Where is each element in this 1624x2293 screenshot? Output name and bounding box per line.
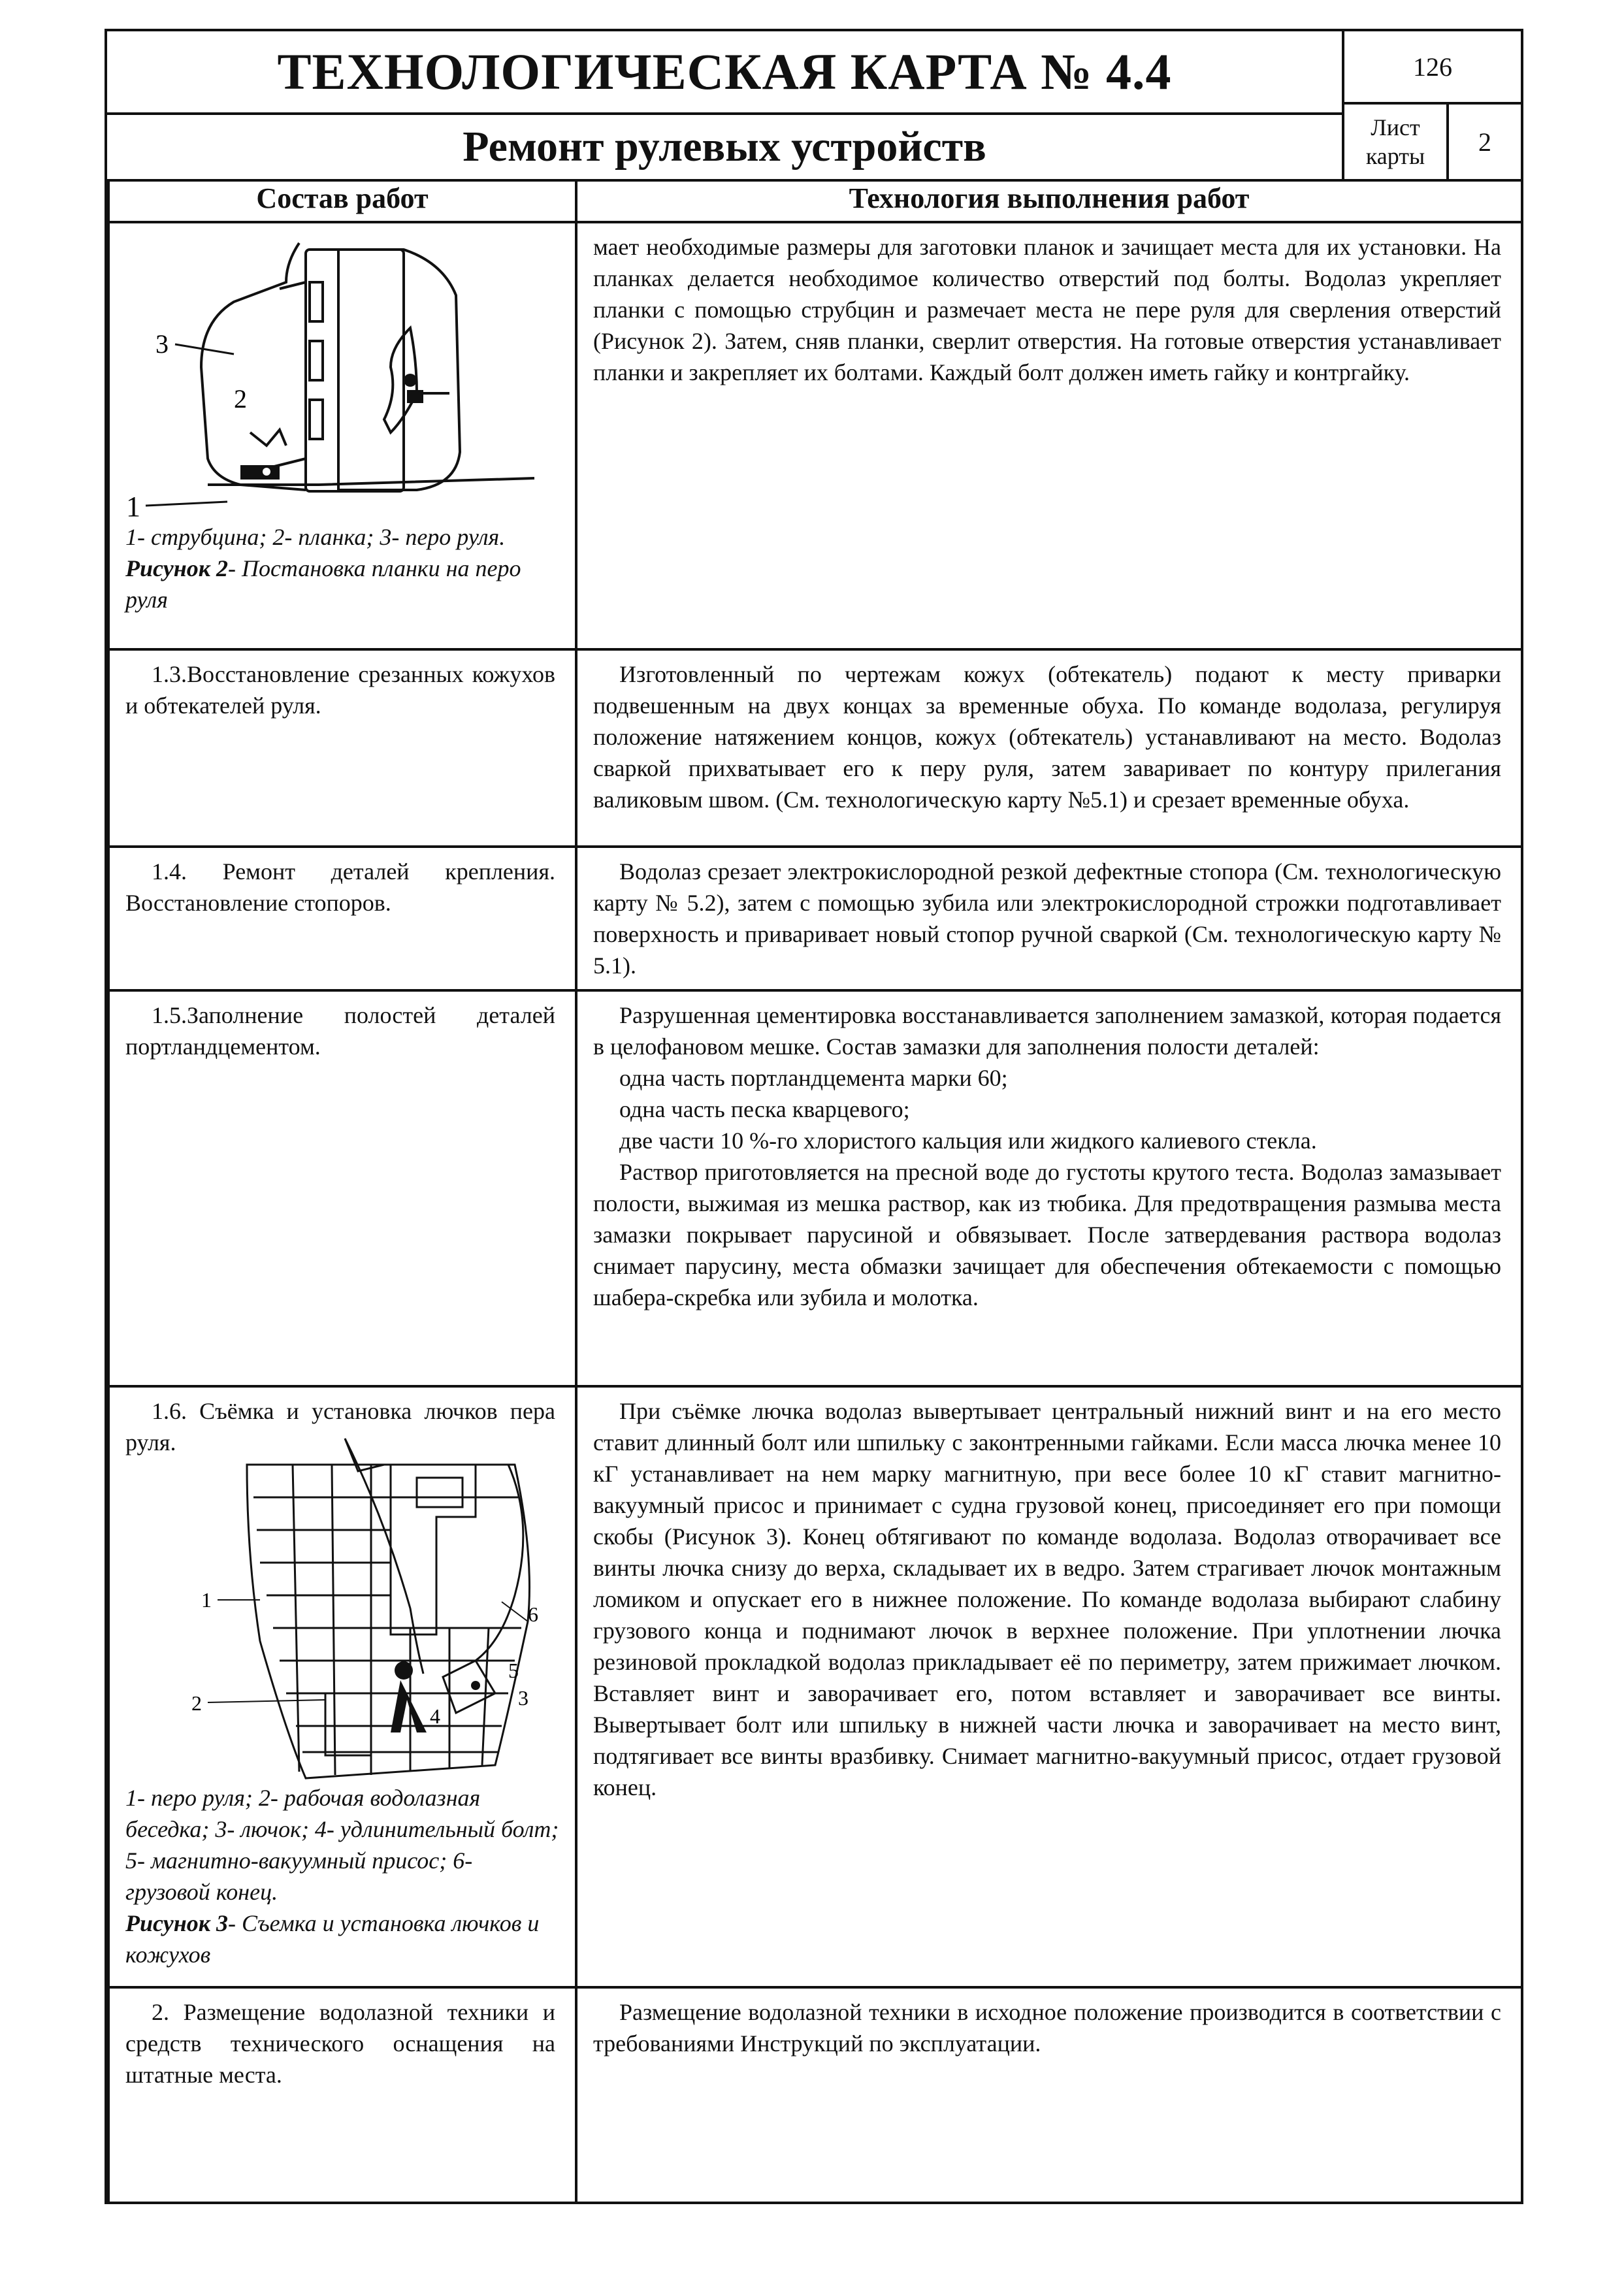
- column-header-left: Состав работ: [108, 180, 576, 222]
- work-item: 1.3.Восстановление срезанных кожухов и обтекателей руля.: [125, 661, 555, 719]
- work-cell: [108, 847, 576, 990]
- work-cell: [108, 1386, 576, 1987]
- fig2-label-3: 3: [155, 329, 169, 359]
- figure-3-hatch-removal: [110, 1425, 572, 1782]
- card-title: ТЕХНОЛОГИЧЕСКАЯ КАРТА № 4.4: [107, 31, 1344, 115]
- technology-cell: [576, 1987, 1522, 2203]
- table-row: [108, 990, 1522, 1386]
- fig2-label-2: 2: [234, 384, 247, 414]
- technology-text: Водолаз срезает электрокислородной резкой дефектные стопора (См. технологическую карту № 5.2), затем с помощью зубила или электрокислородной строжки подготавливает поверхность и приваривает новый стопор ручной сваркой (См. технологическую карту № 5.1).: [593, 858, 1501, 979]
- work-cell: [108, 990, 576, 1386]
- list-item: одна часть песка кварцевого;: [619, 1096, 910, 1122]
- column-header-right: Технология выполнения работ: [576, 180, 1522, 222]
- sheet-label: Лист карты: [1344, 105, 1449, 179]
- card-subtitle: Ремонт рулевых устройств: [107, 115, 1344, 179]
- figure-3-title: - Съемка и установка лючков и кожухов: [125, 1910, 540, 1968]
- fig3-label-2: 2: [191, 1691, 202, 1715]
- technology-text: Изготовленный по чертежам кожух (обтекатель) подают к месту приварки подвешенным на двух концах за временные обуха. По команде водолаза, регулируя положение натяжением концов, кожух (обтекатель) устанавливают на место. Водолаз сваркой прихватывает его к перу руля, затем заваривает по контуру прилегания валиковым швом. (См. технологическую карту №5.1) и срезает временные обуха.: [593, 661, 1501, 813]
- work-item: 1.6. Съёмка и установка лючков пера руля.: [125, 1398, 555, 1455]
- work-cell: [108, 649, 576, 847]
- work-item: 1.5.Заполнение полостей деталей портландцементом.: [125, 1002, 555, 1060]
- technology-cell: [576, 1386, 1522, 1987]
- technology-cell: [576, 222, 1522, 649]
- work-table: [107, 179, 1523, 2204]
- technology-text: Размещение водолазной техники в исходное положение производится в соответствии с требованиями Инструкций по эксплуатации.: [593, 1999, 1501, 2057]
- fig3-label-3: 3: [518, 1686, 528, 1710]
- table-row: [108, 1987, 1522, 2203]
- figure-2-caption: [110, 521, 575, 615]
- page-number: 126: [1344, 31, 1521, 105]
- table-row: [108, 1386, 1522, 1987]
- work-item: 1.4. Ремонт деталей крепления. Восстановление стопоров.: [125, 858, 555, 916]
- fig3-label-4: 4: [430, 1704, 440, 1728]
- technology-text: мает необходимые размеры для заготовки планок и зачищает места для их установки. На планках делается необходимое количество отверстий под болты. Водолаз укрепляет планки с помощью струбцин и размечает места не пере руля для сверления отверстий (Рисунок 2). Затем, сняв планки, сверлит отверстия. На готовые отверстия устанавливает планки и закрепляет их болтами. Каждый болт должен иметь гайку и контргайку.: [593, 234, 1501, 385]
- technology-cell: [576, 990, 1522, 1386]
- sheet-number: 2: [1478, 127, 1491, 157]
- technology-text: Разрушенная цементировка восстанавливается заполнением замазкой, которая подается в целофановом мешке. Состав замазки для заполнения полости деталей:: [593, 1002, 1501, 1060]
- technology-cell: [576, 649, 1522, 847]
- fig3-label-5: 5: [508, 1659, 519, 1682]
- figure-3-label: Рисунок 3: [125, 1910, 228, 1936]
- list-item: две части 10 %-го хлористого кальция или жидкого калиевого стекла.: [619, 1128, 1317, 1154]
- technology-text: Раствор приготовляется на пресной воде до густоты крутого теста. Водолаз замазывает полости, выжимая из мешка раствор, как из тюбика. Для предотвращения размыва места замазки покрывает парусиной и обвязывает. После затвердевания раствора водолаз снимает парусину, места обмазки зачищает для обеспечения обтекаемости с помощью шабера-скребка или зубила и молотка.: [593, 1159, 1501, 1310]
- figure-3-legend: 1- перо руля; 2- рабочая водолазная беседка; 3- лючок; 4- удлинительный болт; 5- магнитно-вакуумный присос; 6- грузовой конец.: [125, 1785, 559, 1905]
- list-item: одна часть портландцемента марки 60;: [619, 1065, 1008, 1091]
- header: [107, 31, 1521, 179]
- table-header-row: [108, 180, 1522, 222]
- table-row: [108, 222, 1522, 649]
- work-item: 2. Размещение водолазной техники и средств технического оснащения на штатные места.: [125, 1999, 555, 2088]
- fig2-label-1: 1: [126, 491, 140, 521]
- technology-text: При съёмке лючка водолаз вывертывает центральный нижний винт и на его место ставит длинный болт или шпильку с законтренными гайками. Если масса лючка менее 10 кГ устанавливает на нем марку магнитную, при весе более 10 кГ ставит магнитно-вакуумный присос и принимает с судна грузовой конец, присоединяет его при помощи скобы (Рисунок 3). Конец обтягивают по команде водолаза. Водолаз отворачивает все винты лючка снизу до верха, складывает их в ведро. Затем страгивает лючок монтажным ломиком и опускает его в нижнее положение. По команде водолаза выбирают слабину грузового конца и поднимают лючок в верхнее положение. При уплотнении лючка резиновой прокладкой водолаз прикладывает её по периметру, затем прижимает лючком. Вставляет винт и заворачивает его, потом вставляет и заворачивает все винты. Вывертывает болт или шпильку в нижней части лючка и заворачивает на место винт, подтягивает все винты вразбивку. Снимает магнитно-вакуумный присос, отдает грузовой конец.: [593, 1398, 1501, 1800]
- figure-2-title: - Постановка планки на перо руля: [125, 555, 521, 613]
- tech-card-sheet: [105, 29, 1523, 2204]
- figure-2-label: Рисунок 2: [125, 555, 228, 581]
- figure-2-rudder-plank: [110, 223, 572, 521]
- table-row: [108, 847, 1522, 990]
- figure-3-caption: [110, 1782, 575, 1970]
- work-cell: [108, 1987, 576, 2203]
- fig3-label-6: 6: [528, 1602, 538, 1626]
- fig3-label-1: 1: [201, 1588, 212, 1612]
- work-cell: [108, 222, 576, 649]
- figure-2-legend: 1- струбцина; 2- планка; 3- перо руля.: [125, 524, 506, 550]
- table-row: [108, 649, 1522, 847]
- technology-cell: [576, 847, 1522, 990]
- mixture-list: [593, 1062, 1501, 1156]
